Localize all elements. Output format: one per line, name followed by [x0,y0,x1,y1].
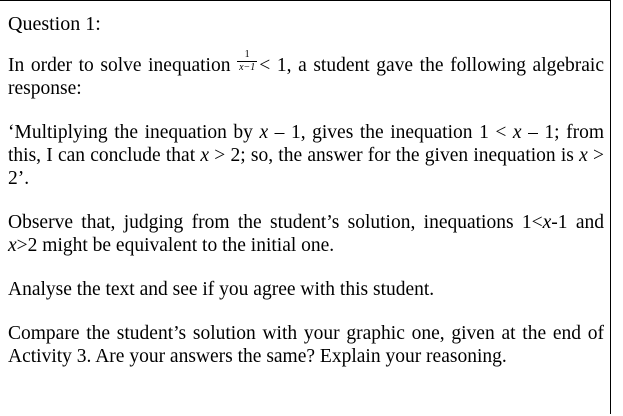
intro-text-before: In order to solve inequation [8,55,238,76]
observation-text-3: >2 might be equivalent to the initial one. [16,235,335,256]
observation-text-1: Observe that, judging from the student’s solution, inequations 1< [8,212,543,233]
math-variable: x [8,235,17,256]
intro-text-after: < 1, a student gave the following algebraic response: [8,55,604,99]
question-content [8,12,604,368]
fraction [237,50,257,73]
intro-paragraph [8,49,604,100]
response-text-2: – 1, gives the inequation 1 < [268,122,513,143]
math-variable: x [512,122,522,143]
question-title: Question 1: [8,13,101,35]
analyse-paragraph: Analyse the text and see if you agree with this student. [8,279,435,300]
response-text-3: – 1; from this, I can conclude that [8,122,605,166]
response-text-1: ‘Multiplying the inequation by [8,122,260,143]
response-text-5: > 2’. [8,145,605,189]
response-text-4: > 2; so, the answer for the given inequation is [209,145,580,166]
fraction-denominator: x−1 [239,62,256,74]
math-variable: x [579,145,588,166]
math-variable: x [542,212,552,233]
math-variable: x [200,145,210,166]
fraction-numerator: 1 [237,50,257,62]
observation-text-2: -1 and [551,212,604,233]
student-response-paragraph [8,121,604,190]
math-variable: x [259,122,269,143]
observation-paragraph [8,211,604,257]
compare-paragraph: Compare the student’s solution with your graphic one, given at the end of Activity 3. Are your answers the same? Explain your reasoning. [8,323,604,367]
